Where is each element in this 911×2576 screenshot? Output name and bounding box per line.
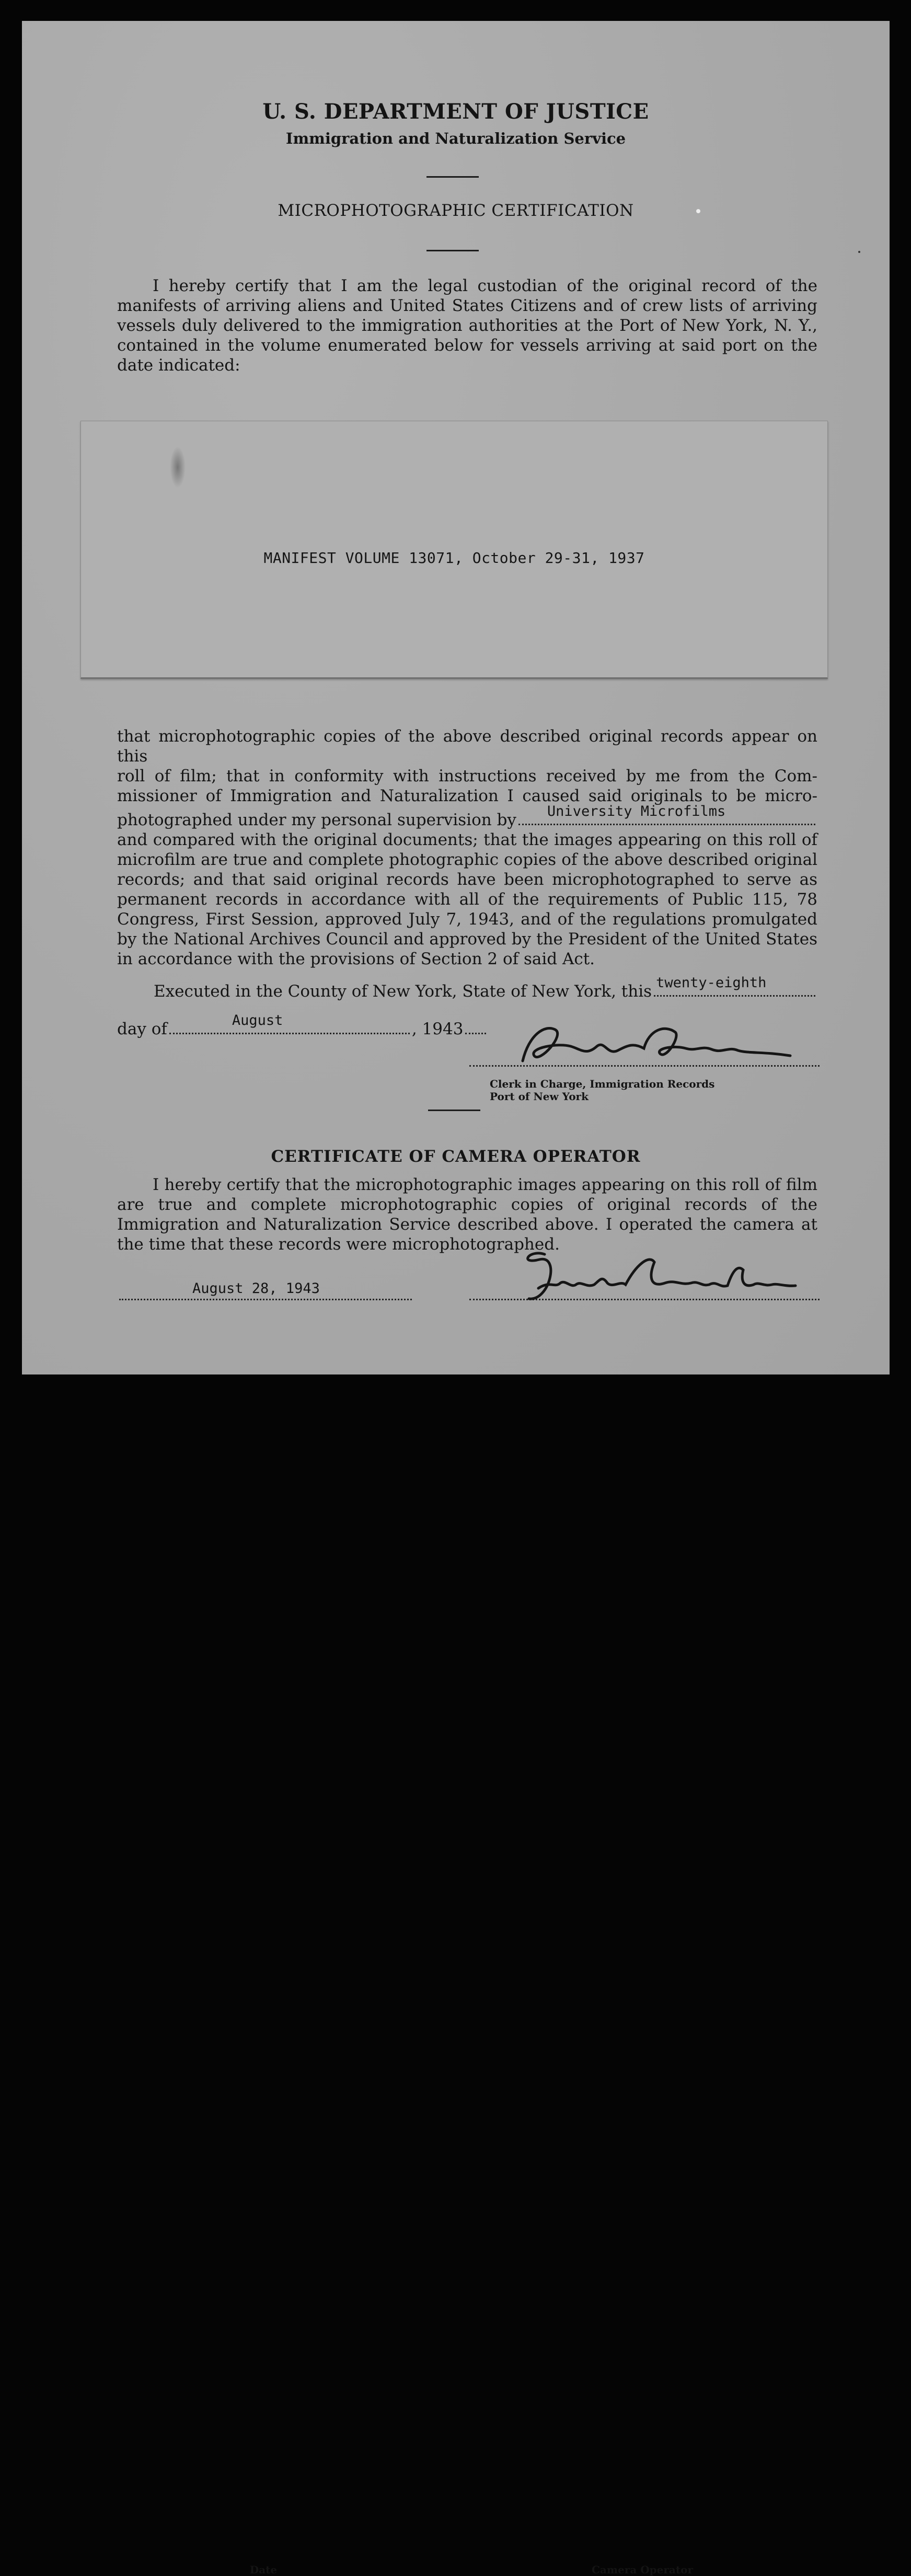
- certification-title: MICROPHOTOGRAPHIC CERTIFICATION: [278, 201, 634, 220]
- day-fill-line: [654, 975, 815, 997]
- supervisor-line: [117, 803, 817, 830]
- paper-speck: [858, 251, 860, 253]
- supervisor-line-label: photographed under my personal supervision by: [117, 811, 516, 829]
- month-fill-line: [169, 1012, 410, 1034]
- date-of-line: [117, 1012, 514, 1039]
- clerk-signature-icon: [508, 1014, 801, 1071]
- day-ordinal-value: twenty-eighth: [656, 975, 767, 991]
- body-line: that microphotographic copies of the above described original records appear on this: [117, 727, 817, 766]
- volume-insert-slip: [80, 421, 828, 679]
- clerk-caption: [490, 1078, 714, 1103]
- divider: [428, 1110, 480, 1111]
- year-fill-line: [465, 1033, 486, 1034]
- date-fill-line: [119, 1280, 412, 1300]
- body-line: missioner of Immigration and Naturalization I caused said originals to be micro-: [117, 787, 817, 805]
- paper-speck: [696, 209, 700, 213]
- supervisor-fill-line: [518, 803, 815, 825]
- body-line: roll of film; that in conformity with instructions received by me from the Com-: [117, 767, 817, 785]
- certification-body: [117, 726, 817, 969]
- supervisor-value: University Microfilms: [547, 803, 726, 819]
- month-value: August: [232, 1012, 283, 1029]
- divider: [426, 176, 479, 178]
- year-value: , 1943: [411, 1020, 464, 1038]
- ink-smudge: [170, 446, 186, 488]
- operator-signature-icon: [508, 1239, 801, 1307]
- clerk-port: Port of New York: [490, 1090, 589, 1103]
- clerk-title: Clerk in Charge, Immigration Records: [490, 1078, 715, 1090]
- operator-date-value: August 28, 1943: [192, 1280, 320, 1297]
- custodian-paragraph: I hereby certify that I am the legal custodian of the original record of the manifests of arriving aliens and United States Citizens and of crew lists of arriving vessels duly delivered to the immigration authorities at the Port of New York, N. Y., contained in the volume enumerated below for vessels arriving at said port on the date indicated:: [117, 276, 817, 375]
- camera-operator-title: CERTIFICATE OF CAMERA OPERATOR: [271, 1147, 641, 1166]
- body-rest: and compared with the original documents; that the images appearing on this roll of microfilm are true and complete photographic copies of the above described original records; and that said original records have been microphotographed to serve as permanent records in accordance with all of the requirements of Public 115, 78 Congress, First Session, approved July 7, 1943, and of the regulations promulgated by the National Archives Council and approved by the President of the United States in accordance with the provisions of Section 2 of said Act.: [117, 830, 817, 968]
- execution-line: [154, 975, 817, 1001]
- service-subheading: Immigration and Naturalization Service: [285, 130, 626, 147]
- certificate-page: [22, 21, 890, 2576]
- department-heading: U. S. DEPARTMENT OF JUSTICE: [262, 99, 649, 124]
- camera-operator-paragraph: I hereby certify that the microphotographic images appearing on this roll of film are true and complete microphotographic copies of original records of the Immigration and Naturalization Service described above. I operated the camera at the time that these records were microphotographed.: [117, 1175, 817, 1254]
- date-label: Date: [249, 2563, 278, 2576]
- divider: [426, 250, 479, 251]
- execution-label: Executed in the County of New York, State of New York, this: [154, 982, 652, 1001]
- manifest-volume-text: MANIFEST VOLUME 13071, October 29-31, 1937: [263, 549, 645, 567]
- day-of-label: day of: [117, 1020, 167, 1038]
- camera-operator-label: Camera Operator: [592, 2563, 693, 2576]
